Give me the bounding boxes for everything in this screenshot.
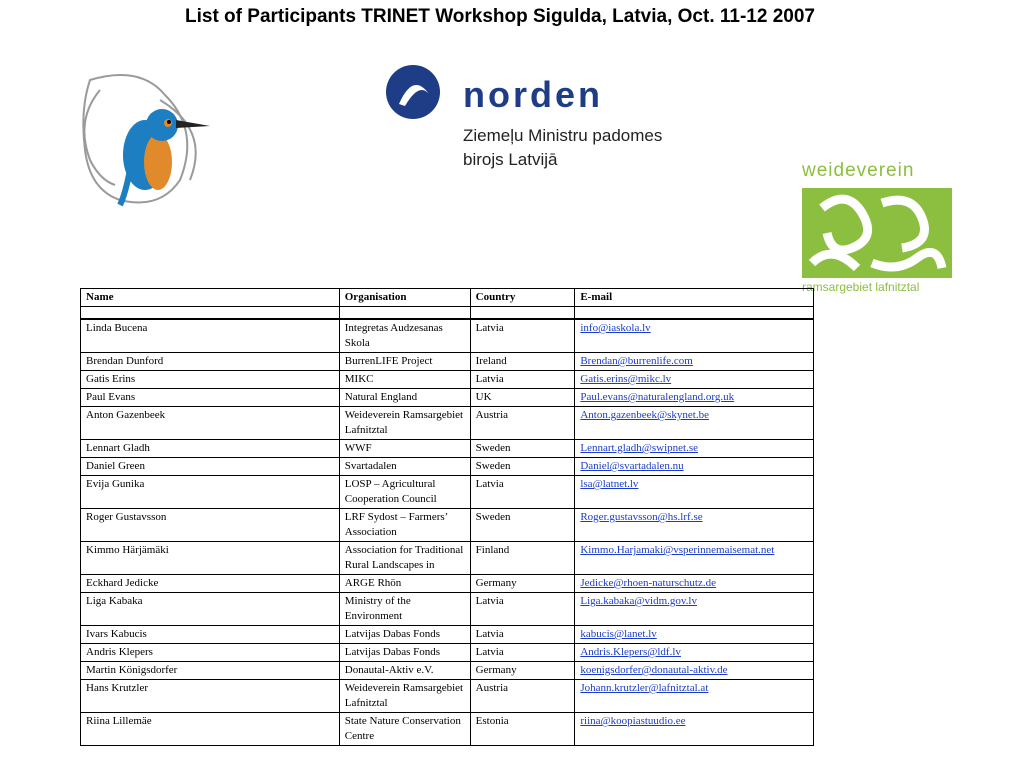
cell-name: Eckhard Jedicke: [81, 575, 340, 593]
header-country: Country: [470, 289, 575, 307]
cell-email[interactable]: Liga.kabaka@vidm.gov.lv: [575, 593, 814, 626]
cell-organisation: Ministry of the Environment: [339, 593, 470, 626]
cell-email[interactable]: Lennart.gladh@swipnet.se: [575, 440, 814, 458]
table-row: [81, 575, 814, 593]
cell-email[interactable]: Anton.gazenbeek@skynet.be: [575, 407, 814, 440]
table-row: [81, 680, 814, 713]
kingfisher-logo: [70, 70, 215, 210]
table-row: [81, 713, 814, 746]
cell-name: Brendan Dunford: [81, 353, 340, 371]
norden-subtitle-line1: Ziemeļu Ministru padomes: [463, 126, 663, 145]
table-row: [81, 626, 814, 644]
header-email: E-mail: [575, 289, 814, 307]
cell-name: Roger Gustavsson: [81, 509, 340, 542]
table-row: [81, 440, 814, 458]
table-row: [81, 509, 814, 542]
cell-email[interactable]: Kimmo.Harjamaki@vsperinnemaisemat.net: [575, 542, 814, 575]
cell-name: Evija Gunika: [81, 476, 340, 509]
table-row: [81, 353, 814, 371]
cell-email[interactable]: info@iaskola.lv: [575, 319, 814, 353]
header-name: Name: [81, 289, 340, 307]
cell-organisation: Svartadalen: [339, 458, 470, 476]
cell-country: Ireland: [470, 353, 575, 371]
table-row: [81, 407, 814, 440]
table-row: [81, 319, 814, 353]
table-row: [81, 476, 814, 509]
participants-table: [80, 288, 814, 746]
cell-email[interactable]: lsa@latnet.lv: [575, 476, 814, 509]
table-row: [81, 389, 814, 407]
cell-country: Latvia: [470, 644, 575, 662]
cell-email[interactable]: Jedicke@rhoen-naturschutz.de: [575, 575, 814, 593]
cell-country: Sweden: [470, 458, 575, 476]
cell-name: Daniel Green: [81, 458, 340, 476]
cell-country: Estonia: [470, 713, 575, 746]
cell-organisation: Donautal-Aktiv e.V.: [339, 662, 470, 680]
norden-subtitle-line2: birojs Latvijā: [463, 150, 558, 169]
cell-name: Liga Kabaka: [81, 593, 340, 626]
cell-organisation: LOSP – Agricultural Cooperation Council: [339, 476, 470, 509]
cell-country: Latvia: [470, 319, 575, 353]
cell-name: Anton Gazenbeek: [81, 407, 340, 440]
cell-name: Hans Krutzler: [81, 680, 340, 713]
weideverein-wordmark: weideverein: [802, 160, 915, 181]
cell-email[interactable]: koenigsdorfer@donautal-aktiv.de: [575, 662, 814, 680]
header-organisation: Organisation: [339, 289, 470, 307]
cell-organisation: Association for Traditional Rural Landscapes in: [339, 542, 470, 575]
cell-name: Andris Klepers: [81, 644, 340, 662]
cell-email[interactable]: Paul.evans@naturalengland.org.uk: [575, 389, 814, 407]
cell-country: Sweden: [470, 509, 575, 542]
table-spacer-row: [81, 307, 814, 320]
cell-country: Latvia: [470, 626, 575, 644]
cell-organisation: Weideverein Ramsargebiet Lafnitztal: [339, 680, 470, 713]
cell-organisation: LRF Sydost – Farmers’ Association: [339, 509, 470, 542]
cell-name: Lennart Gladh: [81, 440, 340, 458]
cell-name: Kimmo Härjämäki: [81, 542, 340, 575]
norden-logo: [385, 64, 685, 184]
cell-country: Germany: [470, 662, 575, 680]
page-title: List of Participants TRINET Workshop Sigulda, Latvia, Oct. 11-12 2007: [185, 6, 815, 27]
cell-email[interactable]: Johann.krutzler@lafnitztal.at: [575, 680, 814, 713]
cell-country: Germany: [470, 575, 575, 593]
table-row: [81, 542, 814, 575]
weideverein-logo: [800, 160, 958, 300]
cell-organisation: Weideverein Ramsargebiet Lafnitztal: [339, 407, 470, 440]
cell-email[interactable]: riina@koopiastuudio.ee: [575, 713, 814, 746]
cell-country: Sweden: [470, 440, 575, 458]
cell-email[interactable]: kabucis@lanet.lv: [575, 626, 814, 644]
cell-email[interactable]: Roger.gustavsson@hs.lrf.se: [575, 509, 814, 542]
cell-country: UK: [470, 389, 575, 407]
table-row: [81, 662, 814, 680]
cell-email[interactable]: Gatis.erins@mikc.lv: [575, 371, 814, 389]
cell-organisation: Integretas Audzesanas Skola: [339, 319, 470, 353]
table-row: [81, 644, 814, 662]
cell-name: Gatis Erins: [81, 371, 340, 389]
cell-name: Riina Lillemäe: [81, 713, 340, 746]
cell-organisation: MIKC: [339, 371, 470, 389]
cell-organisation: Latvijas Dabas Fonds: [339, 644, 470, 662]
cell-country: Latvia: [470, 476, 575, 509]
cell-email[interactable]: Andris.Klepers@ldf.lv: [575, 644, 814, 662]
cell-name: Linda Bucena: [81, 319, 340, 353]
cell-country: Latvia: [470, 371, 575, 389]
table-row: [81, 371, 814, 389]
weideverein-tagline: ramsargebiet lafnitztal: [802, 280, 920, 294]
table-row: [81, 458, 814, 476]
cell-country: Latvia: [470, 593, 575, 626]
cell-organisation: State Nature Conservation Centre: [339, 713, 470, 746]
cell-organisation: BurrenLIFE Project: [339, 353, 470, 371]
cell-organisation: ARGE Rhön: [339, 575, 470, 593]
norden-swan-icon: [385, 64, 441, 120]
cell-organisation: WWF: [339, 440, 470, 458]
table-header-row: [81, 289, 814, 307]
cell-country: Finland: [470, 542, 575, 575]
cell-name: Ivars Kabucis: [81, 626, 340, 644]
cell-country: Austria: [470, 407, 575, 440]
cell-country: Austria: [470, 680, 575, 713]
norden-wordmark: norden: [463, 74, 603, 115]
cell-organisation: Natural England: [339, 389, 470, 407]
cell-name: Martin Königsdorfer: [81, 662, 340, 680]
cell-email[interactable]: Daniel@svartadalen.nu: [575, 458, 814, 476]
cell-organisation: Latvijas Dabas Fonds: [339, 626, 470, 644]
weideverein-pattern-icon: [802, 188, 952, 278]
cell-name: Paul Evans: [81, 389, 340, 407]
cell-email[interactable]: Brendan@burrenlife.com: [575, 353, 814, 371]
table-row: [81, 593, 814, 626]
